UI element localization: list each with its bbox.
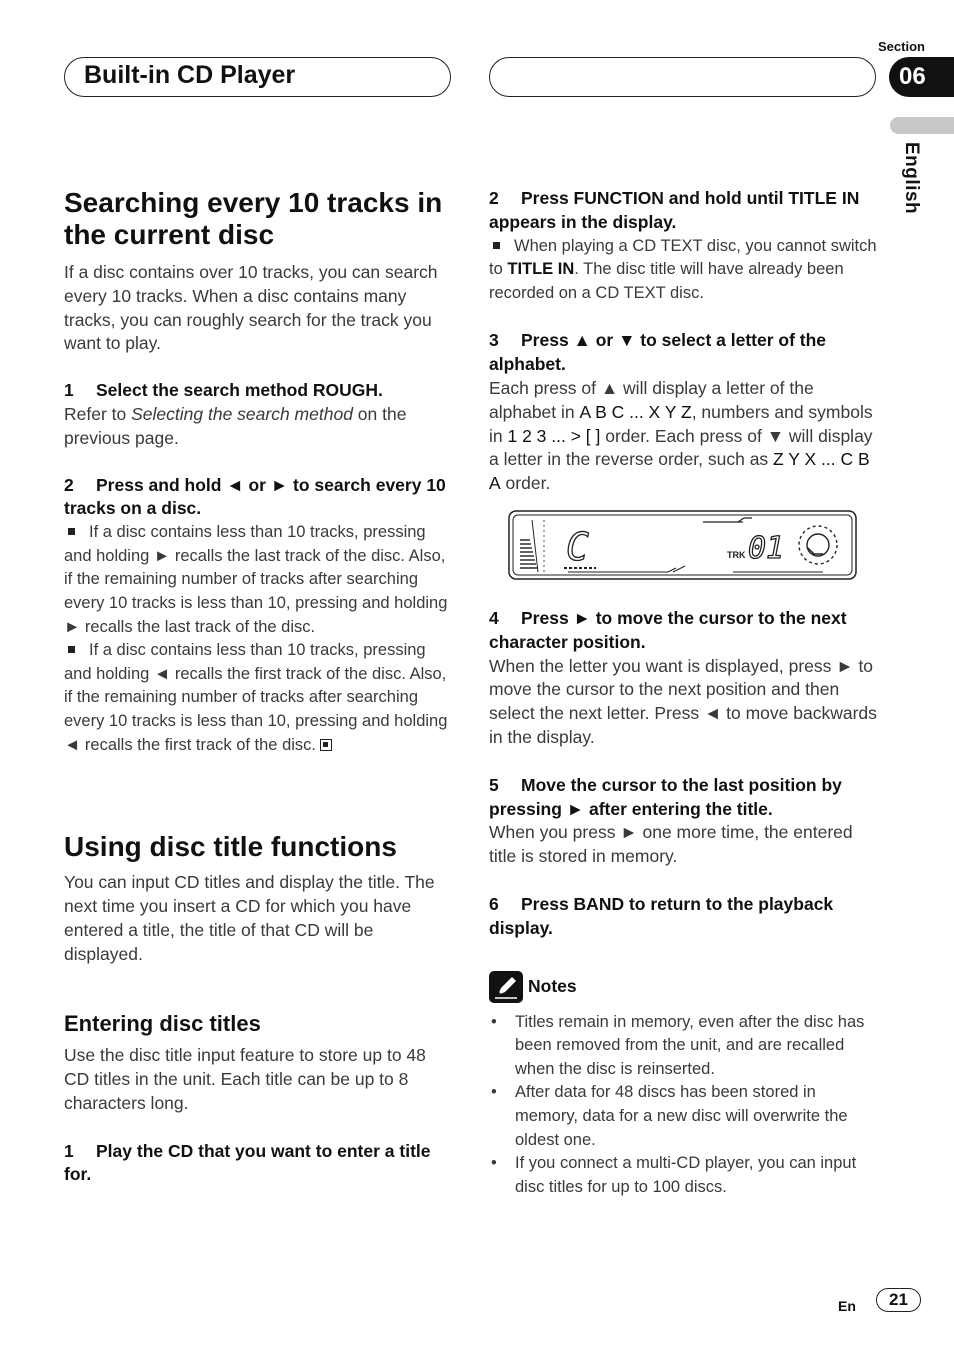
cross-reference: Selecting the search method (131, 403, 353, 424)
lcd-title-char: C (566, 525, 589, 569)
notes-list (489, 1011, 879, 1200)
bullet-text: If a disc contains less than 10 tracks, pressing and holding ◄ recalls the first track of the disc. Also, if the remaining number of tracks after searching every 10 tracks is less than 10, pressing and holding ◄ recalls the first track of the disc. (64, 641, 448, 754)
square-bullet-icon (68, 528, 75, 535)
text-run: . The disc title will have already been recorded on a CD TEXT disc. (489, 260, 844, 302)
step-number: 2 (489, 188, 499, 208)
step-1-body (64, 403, 454, 451)
step-5-body: When you press ► one more time, the entered title is stored in memory. (489, 822, 853, 867)
step-number: 2 (64, 474, 74, 495)
text-run: Each press of ▲ will display a letter of the alphabet in (489, 377, 814, 422)
section-label: Section (878, 39, 925, 54)
note-text: If you connect a multi-CD player, you can input disc titles for up to 100 discs. (515, 1154, 857, 1196)
text-run: , numbers and symbols in (489, 401, 873, 446)
bullet-dot: • (491, 1154, 497, 1173)
right-column (489, 187, 879, 496)
text-run: Z Y X ... C B A (489, 449, 870, 494)
heading-using-disc-title: Using disc title functions (64, 831, 397, 863)
step-6-press-band (489, 893, 879, 941)
right-column-continued (489, 607, 879, 1199)
bullet-cd-text (489, 235, 879, 306)
bullet-last-track (64, 521, 454, 639)
step-text: Move the cursor to the last position by pressing ► after entering the title. (489, 774, 842, 819)
para-searching: If a disc contains over 10 tracks, you can search every 10 tracks. When a disc contains many tracks, you can roughly search for the track you want to play. (64, 262, 438, 354)
step-text: Press ► to move the cursor to the next character position. (489, 608, 847, 652)
step-3-select-letter (489, 329, 879, 377)
lcd-display-illustration (508, 510, 857, 580)
para-using: You can input CD titles and display the title. The next time you insert a CD for which you have entered a title, the title of that CD will be displayed. (64, 872, 435, 964)
square-bullet-icon (68, 646, 75, 653)
header-blank-frame (489, 57, 876, 97)
square-bullet-icon (493, 242, 500, 249)
text-run: TITLE IN (507, 260, 575, 279)
para-entering: Use the disc title input feature to store up to 48 CD titles in the unit. Each title can be up to 8 characters long. (64, 1045, 426, 1113)
notes-header (489, 971, 879, 1003)
footer-language-code: En (838, 1298, 856, 1314)
text-run: on the previous page. (64, 403, 407, 448)
step-4-body: When the letter you want is displayed, press ► to move the cursor to the next position and then select the next letter. Press ◄ to move backwards in the display. (489, 655, 877, 747)
language-tab (890, 117, 954, 134)
step-3-body (489, 377, 879, 496)
note-item (489, 1081, 879, 1152)
text-run: order. Each press of ▼ will display a letter in the reverse order, such as (489, 425, 873, 470)
heading-entering: Entering disc titles (64, 1011, 261, 1037)
step-number: 5 (489, 774, 499, 795)
note-text: Titles remain in memory, even after the disc has been removed from the unit, and are recalled when the disc is reinserted. (515, 1012, 865, 1078)
step-number: 3 (489, 330, 499, 351)
language-label: English (901, 142, 922, 215)
step-number: 1 (64, 380, 74, 401)
page-number: 21 (876, 1288, 921, 1312)
heading-searching: Searching every 10 tracks in the current disc (64, 187, 443, 250)
lcd-trk-label: TRK (727, 550, 746, 560)
step-text: Select the search method ROUGH. (96, 380, 383, 401)
step-number: 4 (489, 608, 499, 628)
step-1-select-rough (64, 379, 454, 403)
step-text: Press FUNCTION and hold until TITLE IN appears in the display. (489, 188, 860, 232)
note-pencil-icon (489, 971, 523, 1003)
header-title: Built-in CD Player (84, 61, 296, 89)
section-number-badge: 06 (889, 57, 954, 97)
text-run: A B C ... X Y Z (579, 401, 692, 422)
step-text: Press ▲ or ▼ to select a letter of the alphabet. (489, 330, 827, 375)
bullet-dot: • (491, 1083, 497, 1102)
text-run: order. (500, 473, 551, 494)
text-run: Refer to (64, 403, 132, 424)
bullet-dot: • (491, 1012, 497, 1031)
step-text: Play the CD that you want to enter a title for. (64, 1140, 431, 1185)
text-run: When playing a CD TEXT disc, you cannot switch to (489, 236, 877, 279)
step-2-function (489, 187, 879, 235)
note-item (489, 1152, 879, 1199)
note-item (489, 1011, 879, 1082)
step-number: 1 (64, 1140, 74, 1161)
notes-title: Notes (528, 976, 577, 997)
step-text: Press and hold ◄ or ► to search every 10 tracks on a disc. (64, 474, 446, 519)
bullet-first-track (64, 639, 454, 757)
step-text: Press BAND to return to the playback display. (489, 893, 834, 938)
step-5-last-position (489, 774, 879, 822)
end-mark-icon (320, 739, 332, 751)
bullet-text: If a disc contains less than 10 tracks, pressing and holding ► recalls the last track of the disc. Also, if the remaining number of tracks after searching every 10 tracks is less than 10, pressing and holding ► recalls the last track of the disc. (64, 523, 448, 636)
step-4-move-cursor (489, 607, 879, 655)
lcd-track-number: 01 (748, 531, 785, 566)
text-run: 1 2 3 ... > [ ] (507, 425, 601, 446)
note-text: After data for 48 discs has been stored in memory, data for a new disc will overwrite the oldest one. (515, 1083, 848, 1149)
step-2-press-hold (64, 474, 454, 522)
left-column (64, 187, 454, 1187)
step-number: 6 (489, 893, 499, 914)
step-1-play-cd (64, 1140, 454, 1188)
